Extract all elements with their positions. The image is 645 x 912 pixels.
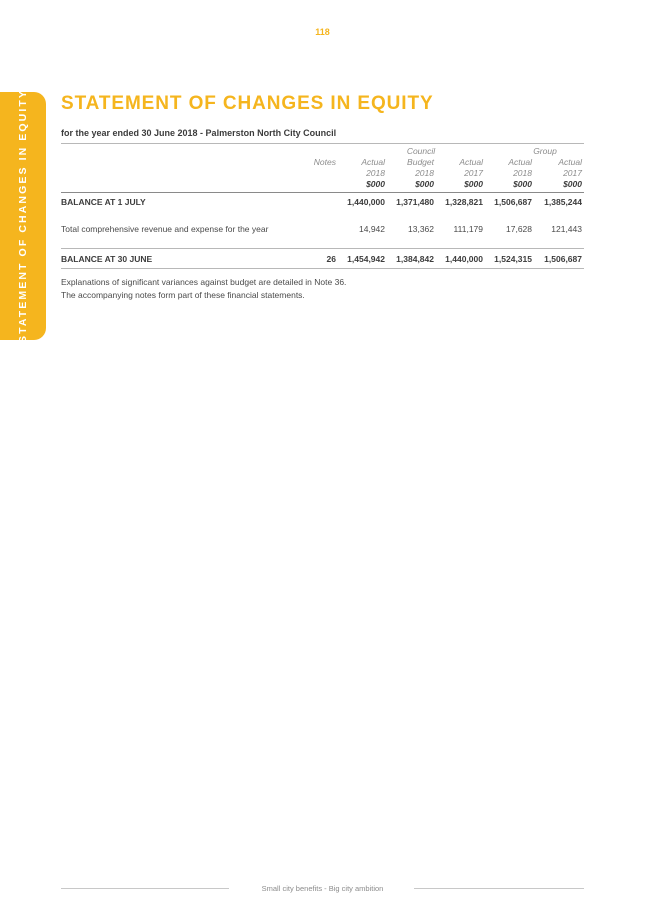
- col1-header-year: 2018: [366, 168, 385, 178]
- row-label: Total comprehensive revenue and expense for the year: [61, 224, 269, 234]
- cell-council-actual-2018: 1,454,942: [347, 254, 385, 264]
- row-notes: 26: [326, 254, 336, 264]
- table-group-header: [61, 146, 584, 157]
- footer-tagline: Small city benefits - Big city ambition: [261, 884, 384, 893]
- total-top-rule: [61, 248, 584, 249]
- cell-council-actual-2017: 111,179: [453, 224, 483, 234]
- cell-council-budget-2018: 1,371,480: [396, 197, 434, 207]
- cell-group-actual-2018: 1,506,687: [494, 197, 532, 207]
- side-section-tab: [0, 89, 46, 343]
- page-number: 118: [315, 27, 330, 37]
- page-subtitle: for the year ended 30 June 2018 - Palmerston North City Council: [61, 128, 337, 138]
- cell-group-actual-2018: 17,628: [506, 224, 532, 234]
- row-label: BALANCE AT 1 JULY: [61, 197, 146, 207]
- col2-header-type: Budget: [407, 157, 434, 167]
- group-group-label: Group: [533, 146, 557, 156]
- table-top-rule: [61, 143, 584, 144]
- col4-header-unit: $000: [513, 179, 532, 189]
- side-section-tab-label: STATEMENT OF CHANGES IN EQUITY: [17, 89, 29, 343]
- council-group-label: Council: [406, 146, 436, 156]
- page-title: STATEMENT OF CHANGES IN EQUITY: [61, 93, 434, 114]
- row-label: BALANCE AT 30 JUNE: [61, 254, 153, 264]
- cell-council-budget-2018: 1,384,842: [396, 254, 434, 264]
- table-header-line-3: [61, 179, 584, 190]
- variance-note: Explanations of significant variances against budget are detailed in Note 36.: [61, 277, 347, 287]
- col2-header-year: 2018: [415, 168, 434, 178]
- col3-header-year: 2017: [464, 168, 483, 178]
- table-header-line-2: [61, 168, 584, 179]
- col3-header-unit: $000: [464, 179, 483, 189]
- header-bottom-rule: [61, 192, 584, 193]
- cell-council-budget-2018: 13,362: [408, 224, 434, 234]
- notes-header: Notes: [313, 157, 336, 167]
- table-header-line-1: [61, 157, 584, 168]
- col3-header-type: Actual: [459, 157, 483, 167]
- cell-group-actual-2018: 1,524,315: [494, 254, 532, 264]
- table-bottom-rule: [61, 268, 584, 269]
- col4-header-year: 2018: [513, 168, 532, 178]
- table-row: [61, 224, 584, 236]
- col1-header-unit: $000: [366, 179, 385, 189]
- cell-council-actual-2018: 14,942: [359, 224, 385, 234]
- col5-header-unit: $000: [563, 179, 582, 189]
- table-row: [61, 254, 584, 266]
- table-row: [61, 197, 584, 209]
- cell-council-actual-2017: 1,440,000: [445, 254, 483, 264]
- cell-group-actual-2017: 1,506,687: [544, 254, 582, 264]
- col1-header-type: Actual: [361, 157, 385, 167]
- col2-header-unit: $000: [415, 179, 434, 189]
- col5-header-year: 2017: [563, 168, 582, 178]
- cell-group-actual-2017: 121,443: [551, 224, 582, 234]
- cell-council-actual-2018: 1,440,000: [347, 197, 385, 207]
- col4-header-type: Actual: [508, 157, 532, 167]
- cell-group-actual-2017: 1,385,244: [544, 197, 582, 207]
- cell-council-actual-2017: 1,328,821: [445, 197, 483, 207]
- accompanying-notes-note: The accompanying notes form part of these financial statements.: [61, 290, 305, 300]
- footer-rule-right: [414, 888, 584, 889]
- col5-header-type: Actual: [558, 157, 582, 167]
